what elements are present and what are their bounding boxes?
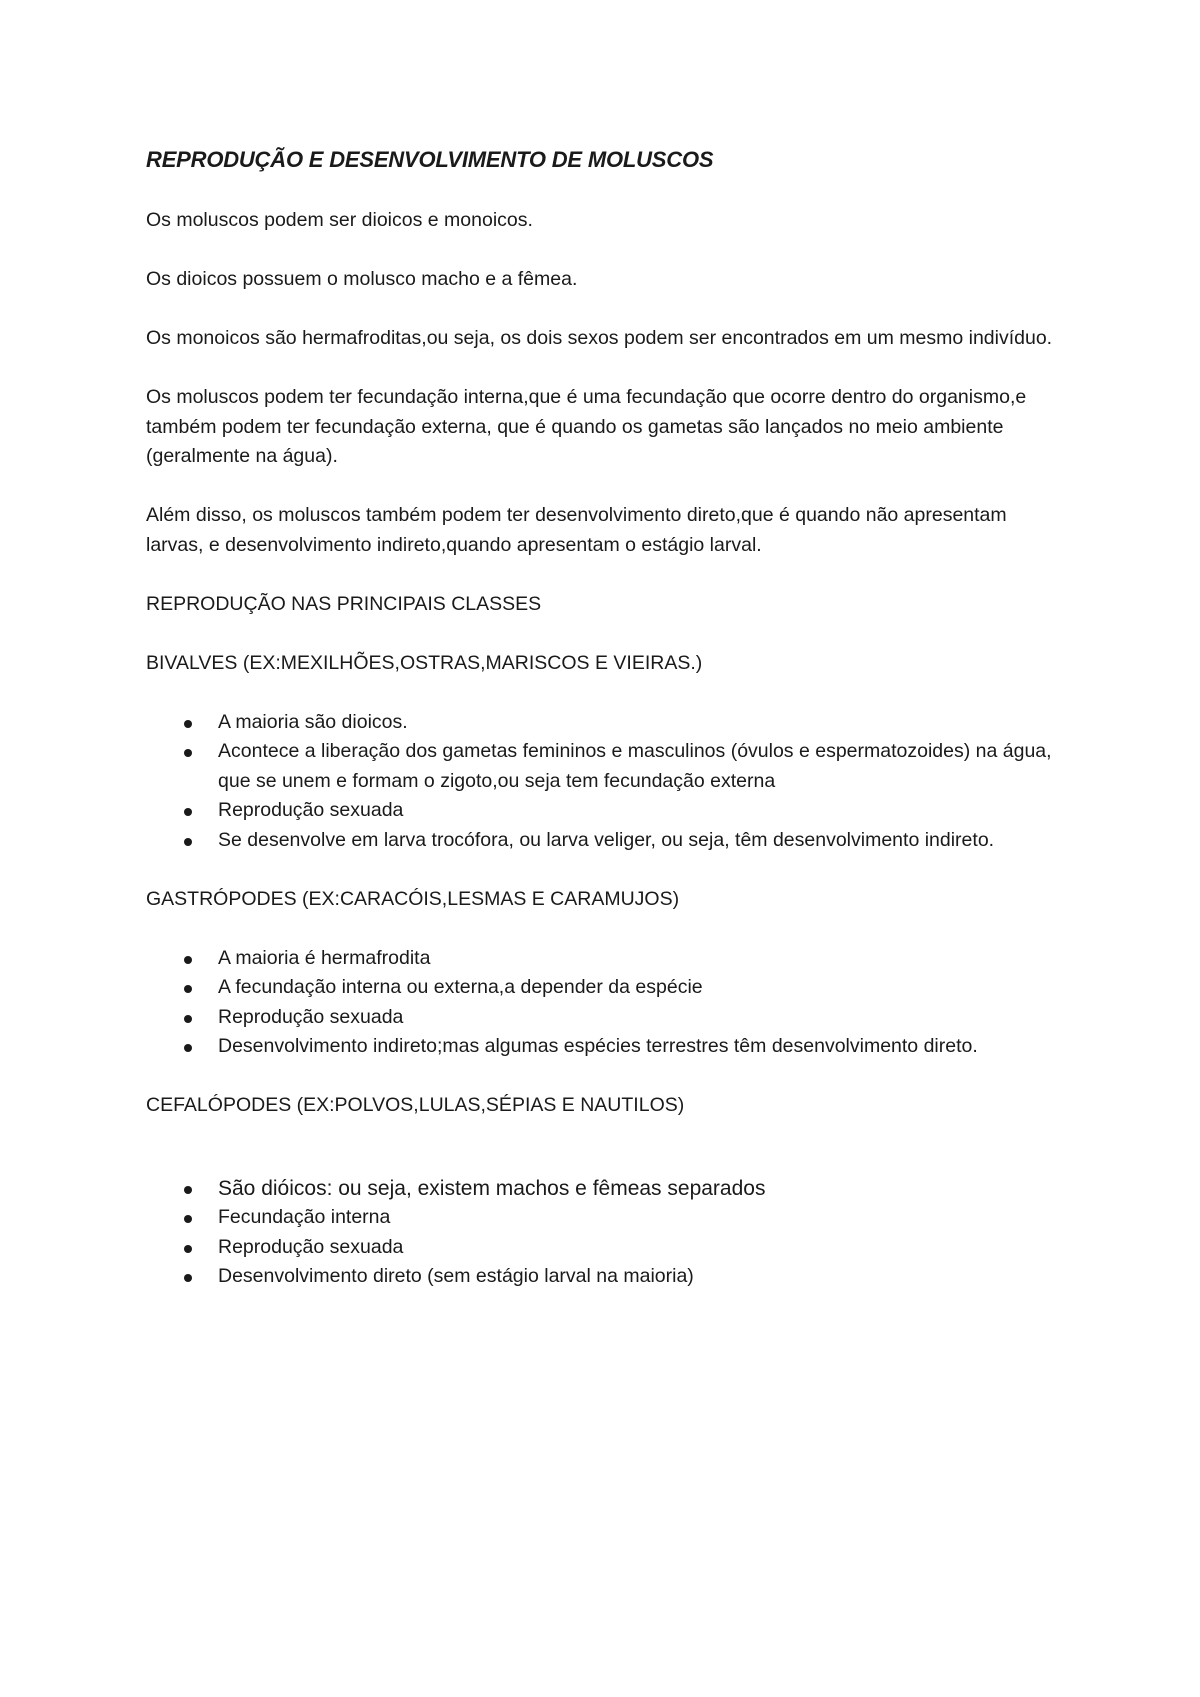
- list-item: Fecundação interna: [218, 1203, 1066, 1233]
- list-item: A maioria são dioicos.: [218, 708, 1066, 738]
- cefalopodes-list: [146, 1174, 1066, 1292]
- list-item: Se desenvolve em larva trocófora, ou larva veliger, ou seja, têm desenvolvimento indireto.: [218, 826, 1066, 856]
- bivalves-list: [146, 708, 1066, 856]
- list-item: Desenvolvimento indireto;mas algumas espécies terrestres têm desenvolvimento direto.: [218, 1032, 1066, 1062]
- intro-paragraph-3: Os monoicos são hermafroditas,ou seja, os dois sexos podem ser encontrados em um mesmo indivíduo.: [146, 327, 1053, 349]
- document-page: [146, 142, 1066, 1321]
- gastropodes-list: [146, 944, 1066, 1062]
- list-item: Reprodução sexuada: [218, 1233, 1066, 1263]
- blank-line: [146, 1121, 1066, 1150]
- intro-paragraph-1: Os moluscos podem ser dioicos e monoicos.: [146, 209, 533, 231]
- blank-line: [146, 1150, 1066, 1174]
- list-item: Desenvolvimento direto (sem estágio larval na maioria): [218, 1262, 1066, 1292]
- cefalopodes-heading: CEFALÓPODES (EX:POLVOS,LULAS,SÉPIAS E NAUTILOS): [146, 1094, 685, 1116]
- list-item: Acontece a liberação dos gametas femininos e masculinos (óvulos e espermatozoides) na água, que se unem e formam o zigoto,ou seja tem fecundação externa: [218, 737, 1066, 796]
- list-item: A fecundação interna ou externa,a depender da espécie: [218, 973, 1066, 1003]
- intro-paragraph-5: Além disso, os moluscos também podem ter desenvolvimento direto,que é quando não apresentam larvas, e desenvolvimento indireto,quando apresentam o estágio larval.: [146, 504, 1007, 556]
- bivalves-heading: BIVALVES (EX:MEXILHÕES,OSTRAS,MARISCOS E VIEIRAS.): [146, 651, 703, 674]
- list-item: Reprodução sexuada: [218, 796, 1066, 826]
- section-heading: REPRODUÇÃO NAS PRINCIPAIS CLASSES: [146, 592, 542, 615]
- list-item: Reprodução sexuada: [218, 1003, 1066, 1033]
- intro-paragraph-4: Os moluscos podem ter fecundação interna,que é uma fecundação que ocorre dentro do organismo,e também podem ter fecundação externa, que é quando os gametas são lançados no meio ambiente (geralmente na água).: [146, 386, 1027, 467]
- list-item: A maioria é hermafrodita: [218, 944, 1066, 974]
- intro-paragraph-2: Os dioicos possuem o molusco macho e a fêmea.: [146, 268, 578, 290]
- list-item: São dióicos: ou seja, existem machos e fêmeas separados: [218, 1174, 1066, 1204]
- document-title: REPRODUÇÃO E DESENVOLVIMENTO DE MOLUSCOS: [146, 147, 714, 172]
- gastropodes-heading: GASTRÓPODES (EX:CARACÓIS,LESMAS E CARAMUJOS): [146, 887, 680, 910]
